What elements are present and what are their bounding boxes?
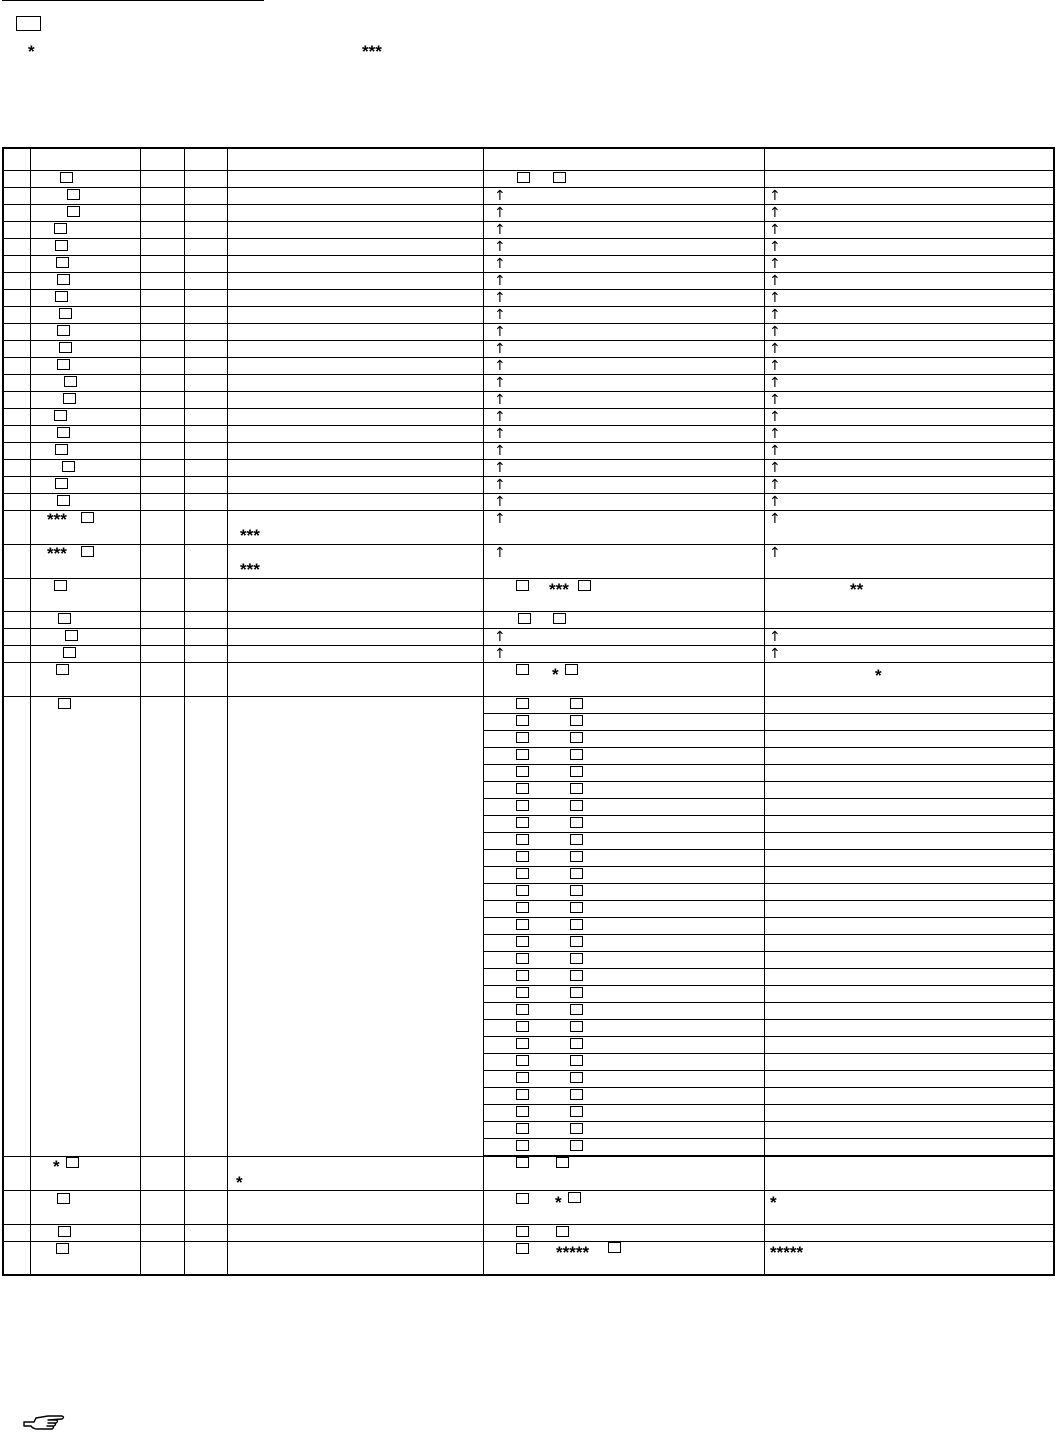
cell-box xyxy=(57,359,70,370)
cell-box xyxy=(516,698,529,709)
column-divider xyxy=(483,149,484,1274)
row-divider xyxy=(4,340,1053,341)
row-divider xyxy=(4,476,1053,477)
cell-box xyxy=(516,715,529,726)
cell-box xyxy=(516,1140,529,1151)
cell-box xyxy=(518,613,531,624)
subrow-divider xyxy=(483,815,1053,816)
cell-box xyxy=(570,868,583,879)
subrow-divider xyxy=(483,1138,1053,1139)
cell-box xyxy=(516,1072,529,1083)
cell-box xyxy=(553,172,566,183)
cell-box xyxy=(516,970,529,981)
cell-box xyxy=(516,1193,529,1204)
cell-box xyxy=(516,1089,529,1100)
cell-box xyxy=(516,851,529,862)
cell-box xyxy=(57,495,70,506)
cell-box xyxy=(64,376,77,387)
up-arrow-icon: ↑ xyxy=(769,222,781,238)
column-divider xyxy=(764,149,765,1274)
subrow-divider xyxy=(483,832,1053,833)
cell-box xyxy=(55,478,68,489)
row-divider xyxy=(4,323,1053,324)
row-divider xyxy=(4,544,1053,545)
row-divider xyxy=(4,459,1053,460)
subrow-divider xyxy=(483,781,1053,782)
cell-box xyxy=(516,1038,529,1049)
subrow-divider xyxy=(483,1036,1053,1037)
up-arrow-icon: ↑ xyxy=(494,646,506,662)
up-arrow-icon: ↑ xyxy=(769,188,781,204)
cell-box xyxy=(516,1021,529,1032)
cell-box xyxy=(67,206,80,217)
cell-box xyxy=(570,1004,583,1015)
cell-box xyxy=(54,223,67,234)
row-divider xyxy=(4,374,1053,375)
legend-box xyxy=(16,16,41,31)
subrow-divider xyxy=(483,713,1053,714)
subrow-divider xyxy=(483,1155,1053,1156)
up-arrow-icon: ↑ xyxy=(494,324,506,340)
cell-box xyxy=(65,630,78,641)
up-arrow-icon: ↑ xyxy=(769,307,781,323)
cell-box xyxy=(54,410,67,421)
five-star-mark: ***** xyxy=(770,1243,804,1262)
up-arrow-icon: ↑ xyxy=(769,290,781,306)
cell-box xyxy=(568,1192,581,1203)
up-arrow-icon: ↑ xyxy=(494,477,506,493)
legend-star-triple: *** xyxy=(362,42,382,61)
cell-box xyxy=(570,851,583,862)
row-divider xyxy=(4,425,1053,426)
up-arrow-icon: ↑ xyxy=(494,307,506,323)
row-divider xyxy=(4,187,1053,188)
single-star-mark: * xyxy=(53,1157,60,1176)
up-arrow-icon: ↑ xyxy=(769,375,781,391)
cell-box xyxy=(55,291,68,302)
cell-box xyxy=(58,1226,71,1237)
cell-box xyxy=(67,189,80,200)
double-star-mark: ** xyxy=(850,580,864,599)
cell-box xyxy=(58,613,71,624)
cell-box xyxy=(570,970,583,981)
row-divider xyxy=(4,578,1053,579)
cell-box xyxy=(570,715,583,726)
row-divider xyxy=(4,493,1053,494)
cell-box xyxy=(57,325,70,336)
row-divider xyxy=(4,272,1053,273)
cell-box xyxy=(570,783,583,794)
triple-star-mark: *** xyxy=(549,580,569,599)
column-divider xyxy=(30,149,31,1274)
up-arrow-icon: ↑ xyxy=(769,239,781,255)
row-divider xyxy=(4,1190,1053,1191)
cell-box xyxy=(55,444,68,455)
cell-box xyxy=(570,1021,583,1032)
up-arrow-icon: ↑ xyxy=(494,443,506,459)
triple-star-mark: *** xyxy=(47,544,67,563)
single-star-mark: * xyxy=(875,666,882,685)
triple-star-mark: *** xyxy=(47,510,67,529)
subrow-divider xyxy=(483,951,1053,952)
row-divider xyxy=(4,1224,1053,1225)
subrow-divider xyxy=(483,985,1053,986)
cell-box xyxy=(565,664,578,675)
cell-box xyxy=(57,1193,70,1204)
up-arrow-icon: ↑ xyxy=(494,409,506,425)
up-arrow-icon: ↑ xyxy=(769,545,781,561)
subrow-divider xyxy=(483,1002,1053,1003)
row-divider xyxy=(4,662,1053,663)
row-divider xyxy=(4,510,1053,511)
cell-box xyxy=(516,1004,529,1015)
cell-box xyxy=(63,647,76,658)
up-arrow-icon: ↑ xyxy=(769,341,781,357)
pin-table xyxy=(2,147,1055,1276)
up-arrow-icon: ↑ xyxy=(769,646,781,662)
cell-box xyxy=(516,1123,529,1134)
up-arrow-icon: ↑ xyxy=(769,409,781,425)
up-arrow-icon: ↑ xyxy=(494,511,506,527)
cell-box xyxy=(516,817,529,828)
cell-box xyxy=(516,1055,529,1066)
up-arrow-icon: ↑ xyxy=(494,205,506,221)
cell-box xyxy=(81,512,94,523)
cell-box xyxy=(59,308,72,319)
cell-box xyxy=(570,834,583,845)
cell-box xyxy=(516,919,529,930)
cell-box xyxy=(570,732,583,743)
cell-box xyxy=(570,749,583,760)
up-arrow-icon: ↑ xyxy=(494,375,506,391)
cell-box xyxy=(54,580,67,591)
cell-box xyxy=(570,936,583,947)
subrow-divider xyxy=(483,849,1053,850)
cell-box xyxy=(516,953,529,964)
row-divider xyxy=(4,391,1053,392)
cell-box xyxy=(570,817,583,828)
cell-box xyxy=(570,885,583,896)
up-arrow-icon: ↑ xyxy=(769,426,781,442)
cell-box xyxy=(63,393,76,404)
legend-star-single: * xyxy=(28,42,35,61)
cell-box xyxy=(516,800,529,811)
up-arrow-icon: ↑ xyxy=(494,239,506,255)
row-divider xyxy=(4,645,1053,646)
cell-box xyxy=(516,1157,529,1168)
cell-box xyxy=(570,987,583,998)
single-star-mark: * xyxy=(555,1193,562,1212)
row-divider xyxy=(4,289,1053,290)
cell-box xyxy=(578,580,591,591)
header-rule xyxy=(2,0,264,1)
cell-box xyxy=(60,172,73,183)
row-divider xyxy=(4,696,1053,697)
single-star-mark: * xyxy=(236,1173,243,1192)
up-arrow-icon: ↑ xyxy=(494,290,506,306)
cell-box xyxy=(57,274,70,285)
subrow-divider xyxy=(483,900,1053,901)
subrow-divider xyxy=(483,747,1053,748)
column-divider xyxy=(227,149,228,1274)
subrow-divider xyxy=(483,730,1053,731)
row-divider xyxy=(4,238,1053,239)
cell-box xyxy=(570,698,583,709)
cell-box xyxy=(56,257,69,268)
cell-box xyxy=(516,885,529,896)
up-arrow-icon: ↑ xyxy=(769,511,781,527)
cell-box xyxy=(516,749,529,760)
cell-box xyxy=(553,613,566,624)
up-arrow-icon: ↑ xyxy=(494,273,506,289)
cell-box xyxy=(516,732,529,743)
row-divider xyxy=(4,221,1053,222)
subrow-divider xyxy=(483,917,1053,918)
cell-box xyxy=(570,919,583,930)
cell-box xyxy=(516,1226,529,1237)
up-arrow-icon: ↑ xyxy=(494,545,506,561)
subrow-divider xyxy=(483,934,1053,935)
up-arrow-icon: ↑ xyxy=(494,426,506,442)
up-arrow-icon: ↑ xyxy=(494,341,506,357)
triple-star-mark: *** xyxy=(240,560,260,579)
cell-box xyxy=(516,1243,529,1254)
cell-box xyxy=(62,461,75,472)
cell-box xyxy=(570,766,583,777)
pointing-hand-icon xyxy=(22,1410,66,1434)
cell-box xyxy=(570,1089,583,1100)
subrow-divider xyxy=(483,1019,1053,1020)
cell-box xyxy=(516,936,529,947)
five-star-mark: ***** xyxy=(556,1243,590,1262)
cell-box xyxy=(516,834,529,845)
subrow-divider xyxy=(483,798,1053,799)
subrow-divider xyxy=(483,1121,1053,1122)
cell-box xyxy=(556,1226,569,1237)
cell-box xyxy=(516,1106,529,1117)
up-arrow-icon: ↑ xyxy=(494,392,506,408)
subrow-divider xyxy=(483,1053,1053,1054)
row-divider xyxy=(4,306,1053,307)
subrow-divider xyxy=(483,1070,1053,1071)
up-arrow-icon: ↑ xyxy=(494,629,506,645)
cell-box xyxy=(57,427,70,438)
row-divider xyxy=(4,1241,1053,1242)
cell-box xyxy=(55,240,68,251)
cell-box xyxy=(516,664,529,675)
cell-box xyxy=(570,1072,583,1083)
row-divider xyxy=(4,408,1053,409)
up-arrow-icon: ↑ xyxy=(769,629,781,645)
row-divider xyxy=(4,628,1053,629)
subrow-divider xyxy=(483,1104,1053,1105)
cell-box xyxy=(516,766,529,777)
up-arrow-icon: ↑ xyxy=(494,188,506,204)
subrow-divider xyxy=(483,764,1053,765)
up-arrow-icon: ↑ xyxy=(494,256,506,272)
up-arrow-icon: ↑ xyxy=(769,256,781,272)
triple-star-mark: *** xyxy=(240,526,260,545)
up-arrow-icon: ↑ xyxy=(769,443,781,459)
cell-box xyxy=(516,902,529,913)
cell-box xyxy=(570,902,583,913)
row-divider xyxy=(4,204,1053,205)
up-arrow-icon: ↑ xyxy=(769,324,781,340)
subrow-divider xyxy=(483,1087,1053,1088)
cell-box xyxy=(570,1106,583,1117)
single-star-mark: * xyxy=(552,665,559,684)
row-divider xyxy=(4,442,1053,443)
cell-box xyxy=(517,172,530,183)
row-divider xyxy=(4,170,1053,171)
cell-box xyxy=(516,783,529,794)
up-arrow-icon: ↑ xyxy=(769,358,781,374)
cell-box xyxy=(570,1055,583,1066)
up-arrow-icon: ↑ xyxy=(494,358,506,374)
cell-box xyxy=(58,698,71,709)
cell-box xyxy=(56,664,69,675)
cell-box xyxy=(516,987,529,998)
row-divider xyxy=(4,611,1053,612)
row-divider xyxy=(4,255,1053,256)
subrow-divider xyxy=(483,866,1053,867)
up-arrow-icon: ↑ xyxy=(769,392,781,408)
cell-box xyxy=(516,868,529,879)
up-arrow-icon: ↑ xyxy=(494,222,506,238)
cell-box xyxy=(570,953,583,964)
cell-box xyxy=(81,546,94,557)
up-arrow-icon: ↑ xyxy=(769,477,781,493)
cell-box xyxy=(59,342,72,353)
single-star-mark: * xyxy=(770,1193,777,1212)
cell-box xyxy=(56,1243,69,1254)
cell-box xyxy=(516,580,529,591)
up-arrow-icon: ↑ xyxy=(494,494,506,510)
cell-box xyxy=(570,1140,583,1151)
column-divider xyxy=(140,149,141,1274)
up-arrow-icon: ↑ xyxy=(769,460,781,476)
subrow-divider xyxy=(483,883,1053,884)
up-arrow-icon: ↑ xyxy=(769,273,781,289)
cell-box xyxy=(66,1157,79,1168)
cell-box xyxy=(608,1242,621,1253)
column-divider xyxy=(184,149,185,1274)
up-arrow-icon: ↑ xyxy=(494,460,506,476)
cell-box xyxy=(570,1038,583,1049)
cell-box xyxy=(570,1123,583,1134)
row-divider xyxy=(4,357,1053,358)
cell-box xyxy=(556,1157,569,1168)
cell-box xyxy=(570,800,583,811)
subrow-divider xyxy=(483,968,1053,969)
up-arrow-icon: ↑ xyxy=(769,205,781,221)
up-arrow-icon: ↑ xyxy=(769,494,781,510)
